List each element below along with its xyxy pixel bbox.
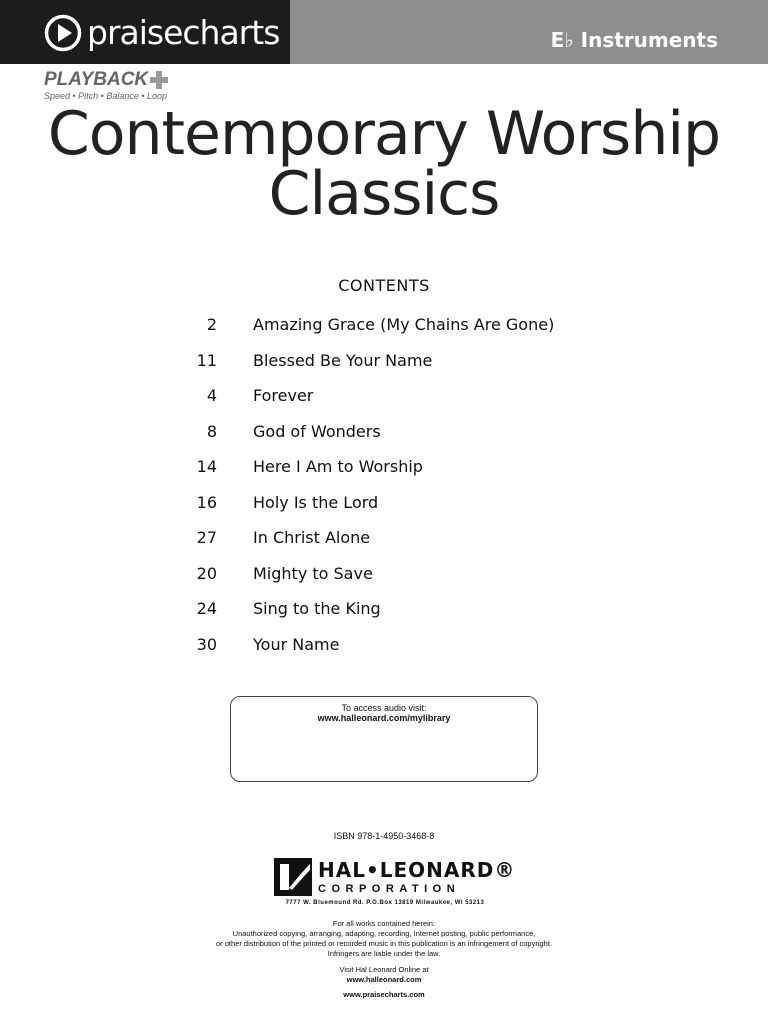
halleonard-url[interactable]: www.halleonard.com [346, 975, 422, 984]
audio-access-url[interactable]: www.halleonard.com/mylibrary [317, 713, 451, 723]
toc-row [0, 315, 768, 339]
praisecharts-logo [44, 14, 279, 52]
toc-song-title: Forever [253, 386, 314, 405]
toc-song-title: Amazing Grace (My Chains Are Gone) [253, 315, 555, 334]
playback-title: PLAYBACK [44, 69, 149, 90]
audio-access-box [230, 696, 538, 782]
header-brand-bar [0, 0, 290, 64]
toc-page-number: 8 [206, 421, 217, 441]
plus-icon [149, 70, 169, 90]
toc-row [0, 386, 768, 410]
toc-song-title: Mighty to Save [253, 563, 373, 583]
toc-song-title: Your Name [253, 634, 340, 654]
toc-page-number: 4 [206, 386, 217, 405]
legal-line: or other distribution of the printed or recorded music in this publication is an infringement of copyright. [215, 939, 552, 948]
toc-row [0, 528, 768, 552]
playback-features: Speed • Pitch • Balance • Loop [44, 91, 168, 101]
legal-line: Infringers are liable under the law. [327, 949, 441, 958]
playback-plus-badge [44, 70, 169, 101]
toc-page-number: 11 [196, 350, 217, 370]
visit-label: Visit Hal Leonard Online at [339, 965, 429, 974]
toc-page-number: 14 [196, 457, 217, 476]
toc-song-title: Holy Is the Lord [253, 492, 379, 512]
edition-label: E♭ Instruments [550, 28, 718, 52]
play-icon [44, 14, 82, 52]
toc-page-number: 16 [196, 492, 217, 512]
toc-row [0, 635, 768, 659]
hal-leonard-mark-icon [274, 858, 312, 896]
hal-leonard-logo [274, 858, 516, 908]
book-title-line1: Contemporary Worship [47, 99, 721, 169]
book-title [0, 99, 768, 229]
toc-row [0, 457, 768, 481]
book-title-line2: Classics [268, 159, 500, 229]
toc-song-title: Here I Am to Worship [253, 457, 423, 476]
praisecharts-url[interactable]: www.praisecharts.com [343, 990, 425, 999]
toc-row [0, 422, 768, 446]
copyright-notice [0, 919, 768, 959]
legal-line: For all works contained herein: [332, 919, 436, 928]
toc-page-number: 27 [196, 528, 217, 547]
header-edition-bar [290, 0, 768, 64]
visit-online [0, 965, 768, 985]
toc-row [0, 564, 768, 588]
toc-song-title: God of Wonders [253, 421, 381, 441]
toc-page-number: 20 [196, 563, 217, 583]
contents-heading: CONTENTS [338, 276, 430, 295]
toc-row [0, 493, 768, 517]
isbn: ISBN 978-1-4950-3468-8 [333, 831, 435, 841]
audio-access-label: To access audio visit: [341, 703, 427, 713]
legal-line: Unauthorized copying, arranging, adapting, recording, Internet posting, public performance, [232, 929, 536, 938]
toc-row [0, 599, 768, 623]
publisher-name: HAL•LEONARD® [318, 858, 516, 882]
toc-song-title: Blessed Be Your Name [253, 350, 433, 370]
publisher-address: 7777 W. Bluemound Rd. P.O.Box 13819 Milwaukee, WI 53213 [285, 900, 485, 906]
toc-song-title: Sing to the King [253, 599, 381, 618]
toc-row [0, 351, 768, 375]
toc-song-title: In Christ Alone [253, 528, 371, 547]
toc-page-number: 30 [196, 634, 217, 654]
toc-page-number: 24 [196, 599, 217, 618]
publisher-corporation: CORPORATION [318, 883, 461, 895]
brand-name: praisecharts [87, 13, 280, 52]
toc-page-number: 2 [206, 315, 217, 334]
